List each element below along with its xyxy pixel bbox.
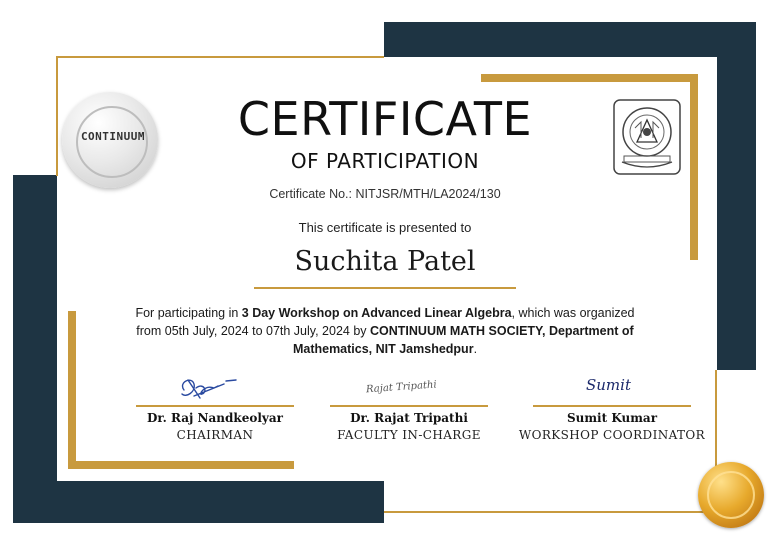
gold-frame-top [57, 56, 384, 58]
institute-emblem-icon [610, 98, 684, 176]
signatory-name-faculty: Dr. Rajat Tripathi [350, 411, 468, 425]
navy-block-bottom-left-base [13, 481, 384, 523]
signatory-name-chairman: Dr. Raj Nandkeolyar [147, 411, 283, 425]
gold-seal-icon [698, 462, 764, 528]
logo-text: CONTINUUM [80, 130, 146, 143]
signature-line-coordinator [533, 405, 691, 407]
organizer-name: CONTINUUM MATH SOCIETY, Department of Mathematics, NIT Jamshedpur [292, 324, 634, 356]
gold-accent-bottom-left-v [68, 311, 76, 469]
signature-faculty-text: Rajat Tripathi [365, 379, 437, 396]
signatory-role-chairman: CHAIRMAN [176, 428, 254, 442]
gold-accent-top-right-v [690, 74, 698, 260]
statement-part-2: , which was organized from 05th July, 2024 to 07th July, 2024 by [136, 306, 635, 338]
gold-frame-bottom [384, 511, 717, 513]
signatory-role-faculty: FACULTY IN-CHARGE [337, 428, 481, 442]
gold-frame-left [56, 56, 58, 176]
seal-inner-ring [707, 471, 755, 519]
continuum-logo [62, 92, 158, 188]
navy-block-bottom-left [13, 175, 57, 523]
certificate-number: Certificate No.: NITJSR/MTH/LA2024/130 [269, 187, 501, 201]
signature-coordinator-icon [580, 368, 640, 402]
certificate-subtitle: OF PARTICIPATION [290, 149, 480, 173]
gold-accent-bottom-left-h [68, 461, 294, 469]
certificate-title: CERTIFICATE [237, 92, 533, 146]
gold-accent-top-right-h [481, 74, 698, 82]
workshop-name: 3 Day Workshop on Advanced Linear Algebra [241, 306, 512, 320]
signature-faculty-icon [360, 372, 450, 402]
statement-part-1: For participating in [135, 306, 242, 320]
presented-to-text: This certificate is presented to [298, 220, 472, 235]
signatory-role-coordinator: WORKSHOP COORDINATOR [518, 428, 706, 442]
recipient-name: Suchita Patel [294, 246, 476, 277]
signature-line-chairman [136, 405, 294, 407]
statement-part-3: . [473, 342, 478, 356]
participation-statement [135, 304, 635, 358]
signature-line-faculty [330, 405, 488, 407]
signature-chairman-icon [174, 372, 244, 402]
signatory-name-coordinator: Sumit Kumar [566, 411, 658, 425]
signature-coordinator-text: Sumit [586, 376, 631, 394]
recipient-underline [254, 287, 516, 289]
